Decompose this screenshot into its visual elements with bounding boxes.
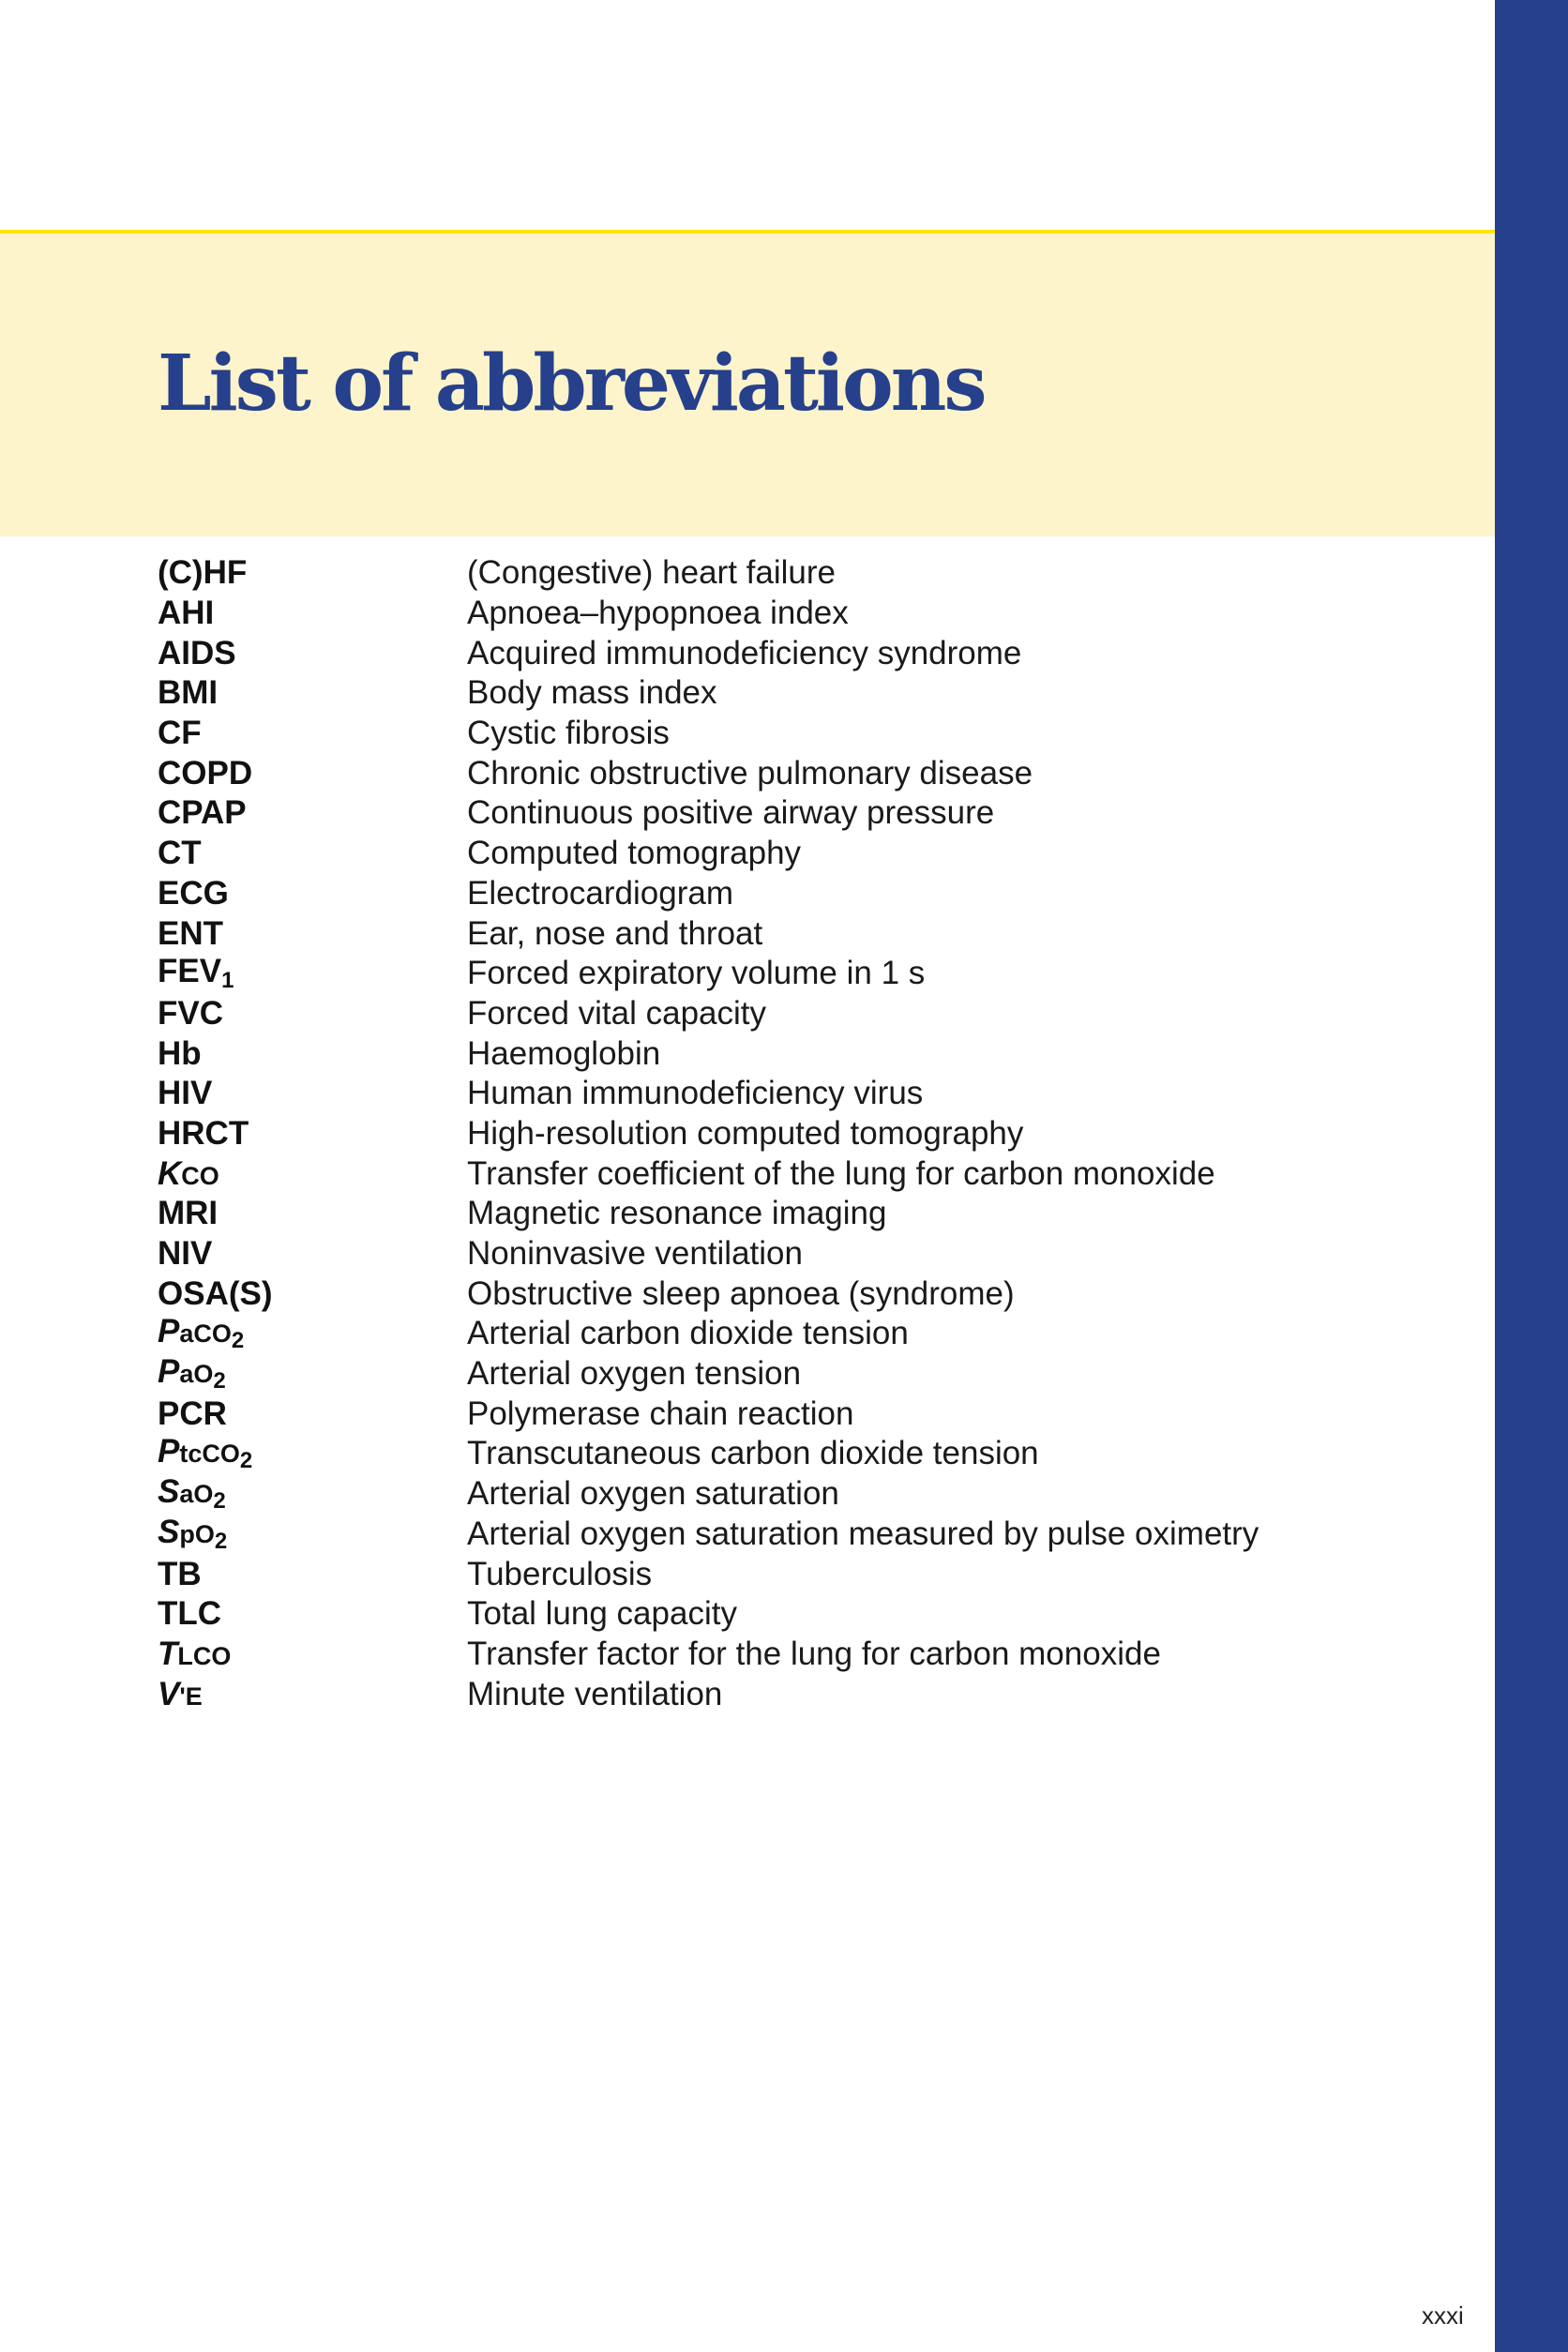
abbreviation-definition: Magnetic resonance imaging bbox=[467, 1195, 887, 1232]
abbreviation-row bbox=[158, 1234, 1470, 1274]
abbreviation-definition: High-resolution computed tomography bbox=[467, 1114, 1024, 1152]
abbreviation-term: Hb bbox=[158, 1034, 202, 1072]
abbreviation-definition: Transcutaneous carbon dioxide tension bbox=[467, 1435, 1039, 1472]
abbreviation-term: CF bbox=[158, 715, 202, 752]
abbreviation-term: PaCO$_2$ bbox=[158, 1313, 245, 1354]
abbreviation-definition: Transfer coefficient of the lung for carbon monoxide bbox=[467, 1154, 1215, 1192]
abbreviation-term: (C)HF bbox=[158, 554, 248, 592]
abbreviation-row bbox=[158, 1394, 1470, 1434]
abbreviation-term: SpO$_2$ bbox=[158, 1513, 228, 1554]
abbreviation-row bbox=[158, 553, 1470, 594]
abbreviation-term: FVC bbox=[158, 994, 223, 1032]
abbreviation-definition: Arterial oxygen saturation measured by pulse oximetry bbox=[467, 1515, 1259, 1552]
abbreviation-row bbox=[158, 994, 1470, 1034]
abbreviation-row bbox=[158, 1194, 1470, 1234]
abbreviation-term: PCR bbox=[158, 1395, 227, 1432]
abbreviation-term: $FEV_1$ bbox=[158, 953, 234, 994]
abbreviation-row bbox=[158, 1354, 1470, 1395]
abbreviation-term: KCO bbox=[158, 1154, 219, 1192]
abbreviation-term: TB bbox=[158, 1555, 202, 1592]
abbreviation-row bbox=[158, 1114, 1470, 1154]
abbreviation-definition: Forced vital capacity bbox=[467, 994, 767, 1032]
abbreviation-row bbox=[158, 1033, 1470, 1074]
abbreviation-list bbox=[158, 553, 1470, 1714]
abbreviation-term: TLC bbox=[158, 1595, 222, 1633]
abbreviation-definition: Haemoglobin bbox=[467, 1034, 661, 1072]
abbreviation-term: CPAP bbox=[158, 794, 247, 832]
abbreviation-row bbox=[158, 1635, 1470, 1675]
abbreviation-definition: Total lung capacity bbox=[467, 1595, 737, 1633]
abbreviation-definition: Computed tomography bbox=[467, 835, 802, 872]
abbreviation-row bbox=[158, 1274, 1470, 1314]
abbreviation-term: ENT bbox=[158, 914, 223, 952]
abbreviation-term: TLCO bbox=[158, 1635, 232, 1672]
abbreviation-definition: Transfer factor for the lung for carbon monoxide bbox=[467, 1635, 1161, 1672]
abbreviation-row bbox=[158, 1314, 1470, 1354]
abbreviation-row bbox=[158, 753, 1470, 793]
abbreviation-term: PaO$_2$ bbox=[158, 1353, 226, 1395]
abbreviation-row bbox=[158, 954, 1470, 994]
page-number: xxxi bbox=[1422, 2301, 1464, 2329]
abbreviation-row bbox=[158, 714, 1470, 754]
abbreviation-definition: Forced expiratory volume in 1 s bbox=[467, 955, 926, 992]
abbreviation-term: HIV bbox=[158, 1075, 213, 1112]
abbreviation-definition: Tuberculosis bbox=[467, 1555, 653, 1592]
abbreviation-term: NIV bbox=[158, 1235, 213, 1273]
abbreviation-row bbox=[158, 874, 1470, 914]
abbreviation-definition: Ear, nose and throat bbox=[467, 914, 763, 952]
abbreviation-term: PtcCO$_2$ bbox=[158, 1433, 253, 1474]
abbreviation-definition: Body mass index bbox=[467, 674, 717, 712]
abbreviation-definition: Acquired immunodeficiency syndrome bbox=[467, 634, 1022, 671]
abbreviation-term: V'E bbox=[158, 1675, 203, 1712]
abbreviation-definition: Electrocardiogram bbox=[467, 874, 733, 912]
abbreviation-row bbox=[158, 1074, 1470, 1114]
abbreviation-term: CT bbox=[158, 835, 202, 872]
abbreviation-definition: (Congestive) heart failure bbox=[467, 554, 836, 592]
abbreviation-definition: Arterial oxygen tension bbox=[467, 1355, 802, 1393]
abbreviation-row bbox=[158, 834, 1470, 874]
page-title: List of abbreviations bbox=[158, 339, 985, 429]
abbreviation-term: MRI bbox=[158, 1195, 219, 1232]
abbreviation-term: COPD bbox=[158, 754, 253, 792]
abbreviation-term: ECG bbox=[158, 874, 229, 912]
abbreviation-row bbox=[158, 673, 1470, 714]
abbreviation-term: HRCT bbox=[158, 1114, 249, 1152]
abbreviation-term: BMI bbox=[158, 674, 219, 712]
abbreviation-definition: Continuous positive airway pressure bbox=[467, 794, 995, 832]
abbreviation-row bbox=[158, 1153, 1470, 1194]
abbreviation-row bbox=[158, 913, 1470, 954]
abbreviation-definition: Minute ventilation bbox=[467, 1675, 723, 1712]
abbreviation-row bbox=[158, 1674, 1470, 1714]
abbreviation-row bbox=[158, 1434, 1470, 1474]
sidebar-color-band bbox=[1495, 0, 1568, 2352]
abbreviation-definition: Apnoea–hypopnoea index bbox=[467, 595, 849, 632]
abbreviation-definition: Polymerase chain reaction bbox=[467, 1395, 854, 1432]
abbreviation-definition: Human immunodeficiency virus bbox=[467, 1075, 924, 1112]
abbreviation-row bbox=[158, 594, 1470, 634]
abbreviation-row bbox=[158, 1474, 1470, 1515]
abbreviation-definition: Noninvasive ventilation bbox=[467, 1235, 803, 1273]
abbreviation-row bbox=[158, 793, 1470, 834]
abbreviation-term: AHI bbox=[158, 595, 215, 632]
abbreviation-row bbox=[158, 1594, 1470, 1635]
abbreviation-term: SaO$_2$ bbox=[158, 1473, 226, 1515]
abbreviation-definition: Cystic fibrosis bbox=[467, 715, 670, 752]
abbreviation-definition: Arterial oxygen saturation bbox=[467, 1475, 839, 1513]
abbreviation-definition: Chronic obstructive pulmonary disease bbox=[467, 754, 1033, 792]
abbreviation-term: AIDS bbox=[158, 634, 236, 671]
abbreviation-row bbox=[158, 1515, 1470, 1555]
abbreviation-row bbox=[158, 1554, 1470, 1594]
abbreviation-definition: Arterial carbon dioxide tension bbox=[467, 1315, 909, 1352]
abbreviation-term: OSA(S) bbox=[158, 1274, 273, 1312]
abbreviation-definition: Obstructive sleep apnoea (syndrome) bbox=[467, 1274, 1015, 1312]
abbreviation-row bbox=[158, 633, 1470, 673]
